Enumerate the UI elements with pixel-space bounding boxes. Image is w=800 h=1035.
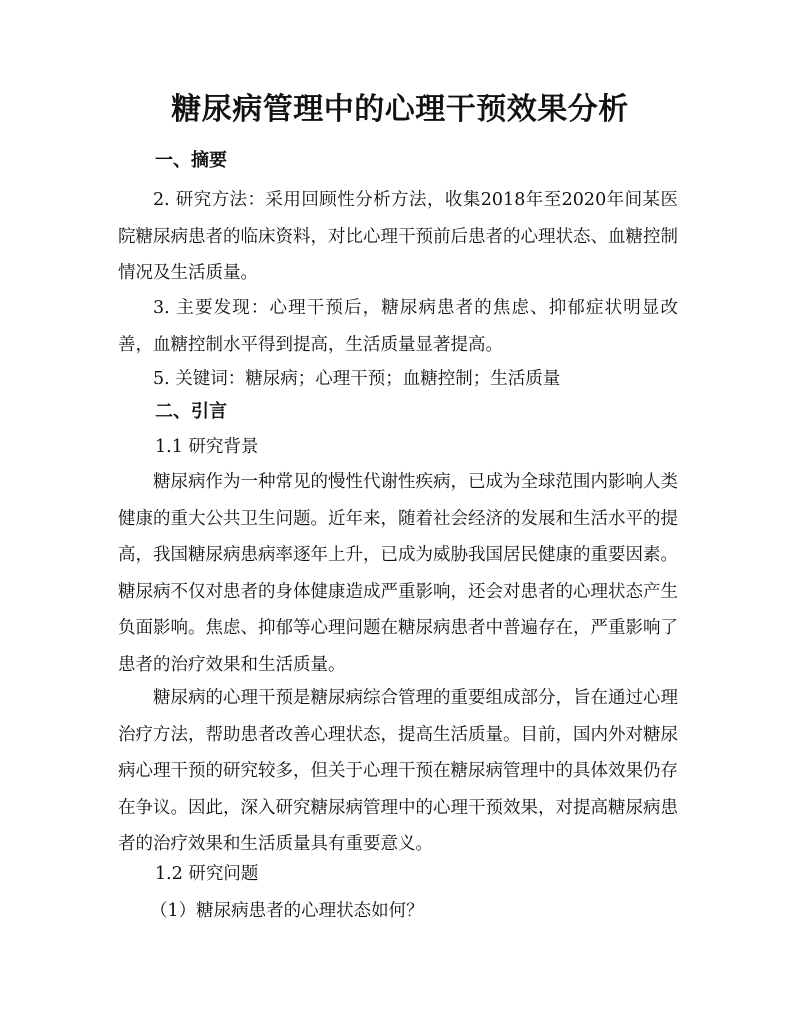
- abstract-item-findings: 3. 主要发现：心理干预后，糖尿病患者的焦虑、抑郁症状明显改善，血糖控制水平得到提高，生活质量显著提高。: [118, 298, 678, 355]
- abstract-item-methods: 2. 研究方法：采用回顾性分析方法，收集2018年至2020年间某医院糖尿病患者的临床资料，对比心理干预前后患者的心理状态、血糖控制情况及生活质量。: [118, 190, 678, 283]
- background-paragraph-2: 糖尿病的心理干预是糖尿病综合管理的重要组成部分，旨在通过心理治疗方法，帮助患者改善心理状态，提高生活质量。目前，国内外对糖尿病心理干预的研究较多，但关于心理干预在糖尿病管理中的具体效果仍存在争议。因此，深入研究糖尿病管理中的心理干预效果，对提高糖尿病患者的治疗效果和生活质量具有重要意义。: [118, 688, 678, 854]
- section-1-2-title: 1.2 研究问题: [155, 864, 259, 884]
- abstract-item-keywords: 5. 关键词：糖尿病；心理干预；血糖控制；生活质量: [153, 369, 561, 389]
- document-title: 糖尿病管理中的心理干预效果分析: [171, 92, 629, 127]
- abstract-heading: 一、摘要: [155, 150, 227, 171]
- research-question-1: （1）糖尿病患者的心理状态如何？: [150, 901, 424, 921]
- background-paragraph-1: 糖尿病作为一种常见的慢性代谢性疾病，已成为全球范围内影响人类健康的重大公共卫生问题。近年来，随着社会经济的发展和生活水平的提高，我国糖尿病患病率逐年上升，已成为威胁我国居民健康的重要因素。糖尿病不仅对患者的身体健康造成严重影响，还会对患者的心理状态产生负面影响。焦虑、抑郁等心理问题在糖尿病患者中普遍存在，严重影响了患者的治疗效果和生活质量。: [118, 472, 678, 675]
- intro-heading: 二、引言: [155, 401, 227, 422]
- section-1-1-title: 1.1 研究背景: [155, 437, 259, 457]
